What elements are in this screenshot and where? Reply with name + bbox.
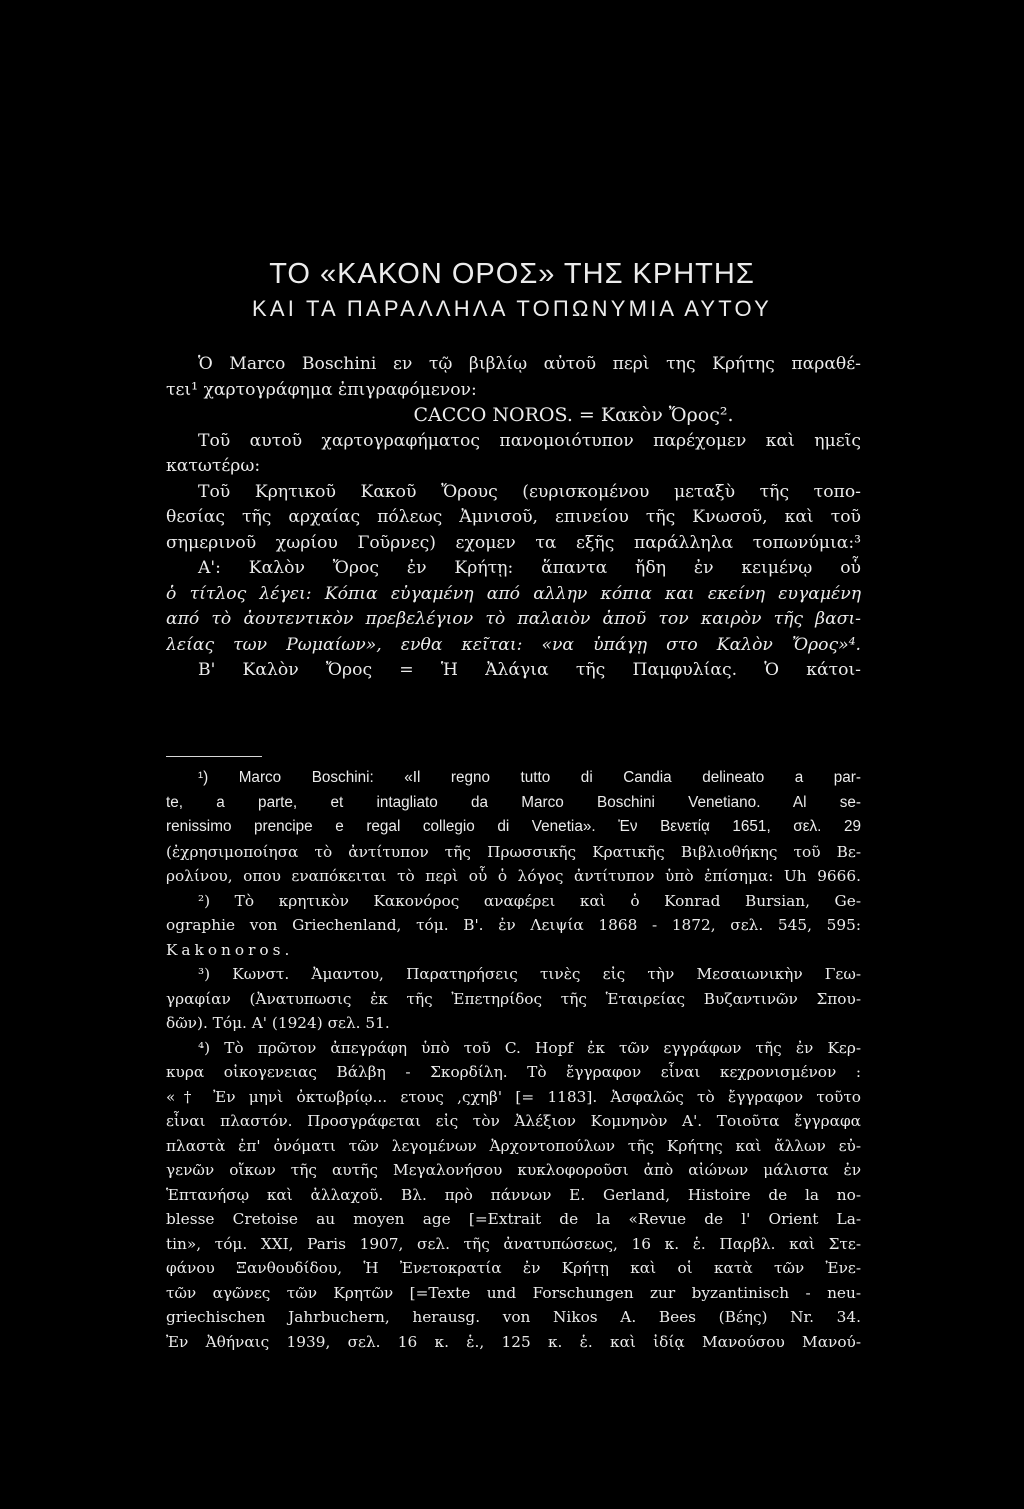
footnote-line: δῶν). Τόμ. Α' (1924) σελ. 51. [166,1014,390,1032]
footnote-line: Ἑπτανήσῳ καὶ ἀλλαχοῦ. Βλ. πρὸ πάννων E. Gerland, Histoire de la no- [166,1185,861,1204]
body-text [166,352,861,684]
body-line: τει¹ χαρτογράφημα ἐπιγραφόμενον: [166,379,477,400]
footnote-line: ³) Κωνστ. Ἀμαντου, Παρατηρήσεις τινὲς εἰς τὴν Μεσαιωνικὴν Γεω- [198,965,861,983]
footnote-line: ²) Τὸ κρητικὸν Κακονόρος αναφέρει καὶ ὁ Konrad Bursian, Ge- [198,891,861,910]
footnote-line: ¹) Marco Boschini: «Il regno tutto di Candia delineato a par- [198,769,861,786]
footnote-line: γραφίαν (Ἀνατυπωσις ἐκ τῆς Ἐπετηρίδος τῆς Ἑταιρείας Βυζαντινῶν Σπου- [166,989,861,1008]
footnote-line: ⁴) Τὸ πρῶτον ἀπεγράφη ὑπὸ τοῦ C. Hopf ἐκ τῶν εγγράφων τῆς ἐν Κερ- [198,1038,861,1057]
footnote-line: εἶναι πλαστόν. Προσγράφεται εἰς τὸν Ἀλέξιον Κομνηνὸν Α'. Τοιοῦτα ἔγγραφα [166,1112,861,1130]
footnote-line: Ἐν Ἀθήναις 1939, σελ. 16 κ. ἑ., 125 κ. ἑ. καὶ ἰδίᾳ Μανούσου Μανού- [166,1332,861,1351]
footnote-divider [166,756,262,757]
footnote-line: ρολίνου, οπου εναπόκειται τὸ περὶ οὗ ὁ λόγος ἀντίτυπον ὑπὸ ἐπίσημα: Uh 9666. [166,867,861,885]
footnote-line: tin», τόμ. XXI, Paris 1907, σελ. τῆς ἀνατυπώσεως, 16 κ. ἑ. Παρβλ. καὶ Στε- [166,1234,861,1253]
footnote-line: κυρα οἰκογενειας Βάλβη - Σκορδίλη. Τὸ ἔγγραφον εἶναι κεχρονισμένον : [166,1063,861,1081]
footnotes [166,766,861,1354]
body-line: Τοῦ αυτοῦ χαρτογραφήματος πανομοιότυπον παρέχομεν καὶ ημεῖς [198,430,861,451]
body-line: λείας των Ρωμαίων», ενθα κεῖται: «να ὑπάγῃ στο Καλὸν Ὄρος»⁴. [166,634,861,655]
body-line: κατωτέρω: [166,456,261,476]
footnote-line: ographie von Griechenland, τόμ. Β'. ἐν Λειψία 1868 - 1872, σελ. 545, 595: [166,916,861,934]
footnote-line: πλαστὰ ἐπ' ὀνόματι τῶν λεγομένων Ἀρχοντοπούλων τῆς Κρήτης καὶ ἄλλων εὐ- [166,1136,861,1155]
footnote-line: φάνου Ξανθουδίδου, Ἡ Ἐνετοκρατία ἐν Κρήτῃ καὶ οἱ κατὰ τῶν Ἐνε- [166,1259,861,1277]
body-line: ὁ τίτλος λέγει: Κόπια εὐγαμένη από αλλην κόπια και εκείνη ευγαμένη [166,583,861,604]
footnote-line: τῶν αγῶνες τῶν Κρητῶν [=Texte und Forschungen zur byzantinisch - neu- [166,1283,861,1302]
body-line: σημερινοῦ χωρίου Γοῦρνες) εχομεν τα εξῆς παράλληλα τοπωνύμια:³ [166,532,861,553]
body-line-map-label: CACCO NOROS. = Κακὸν Ὄρος². [413,404,734,426]
footnote-line: blesse Cretoise au moyen age [=Extrait de la «Revue de l' Orient La- [166,1210,861,1228]
body-line: Α': Καλὸν Ὄρος ἐν Κρήτῃ: ἅπαντα ἤδη ἐν κειμένῳ οὗ [198,558,861,578]
footnote-line: «† Ἐν μηνὶ ὀκτωβρίῳ... ετους ,ςχηβ' [= 1183]. Ἀσφαλῶς τὸ ἔγγραφον τοῦτο [166,1087,861,1106]
footnote-line: renissimo prencipe e regal collegio di Venetia». Ἐν Βενετίᾳ 1651, σελ. 29 [166,818,861,835]
footnote-line: (ἐχρησιμοποίησα τὸ ἀντίτυπον τῆς Πρωσσικῆς Κρατικῆς Βιβλιοθήκης τοῦ Βε- [166,842,861,861]
footnote-line: Kakonoros. [166,940,294,959]
body-line: Τοῦ Κρητικοῦ Κακοῦ Ὄρους (ευρισκομένου μεταξὺ τῆς τοπο- [198,481,861,502]
article-subtitle: ΚΑΙ ΤΑ ΠΑΡΑΛΛΗΛΑ ΤΟΠΩΝΥΜΙΑ ΑΥΤΟΥ [251,296,773,321]
body-line: θεσίας τῆς αρχαίας πόλεως Ἀμνισοῦ, επινείου τῆς Κνωσοῦ, καὶ τοῦ [166,507,861,527]
body-line: Ὁ Marco Boschini εν τῷ βιβλίῳ αὐτοῦ περὶ της Κρήτης παραθέ- [198,354,861,374]
footnote-line: griechischen Jahrbuchern, herausg. von Nikos A. Bees (Βέης) Nr. 34. [166,1308,861,1326]
footnote-line: te, a parte, et intagliato da Marco Boschini Venetiano. Al se- [166,793,861,811]
body-line: από τὸ ἀουτεντικὸν πρεβελέγιον τὸ παλαιὸν ἀποῦ τον καιρὸν τῆς βασι- [166,609,861,629]
body-line: Β' Καλὸν Ὄρος = Ἡ Ἀλάγια τῆς Παμφυλίας. Ὁ κάτοι- [198,660,861,680]
article-title: ΤΟ «ΚΑΚΟΝ ΟΡΟΣ» ΤΗΣ ΚΡΗΤΗΣ [269,258,755,290]
footnote-line: γενῶν οἴκων τῆς αυτῆς Μεγαλονήσου κυκλοφοροῦσι ἀπὸ αἰώνων μάλιστα ἐν [166,1161,861,1179]
